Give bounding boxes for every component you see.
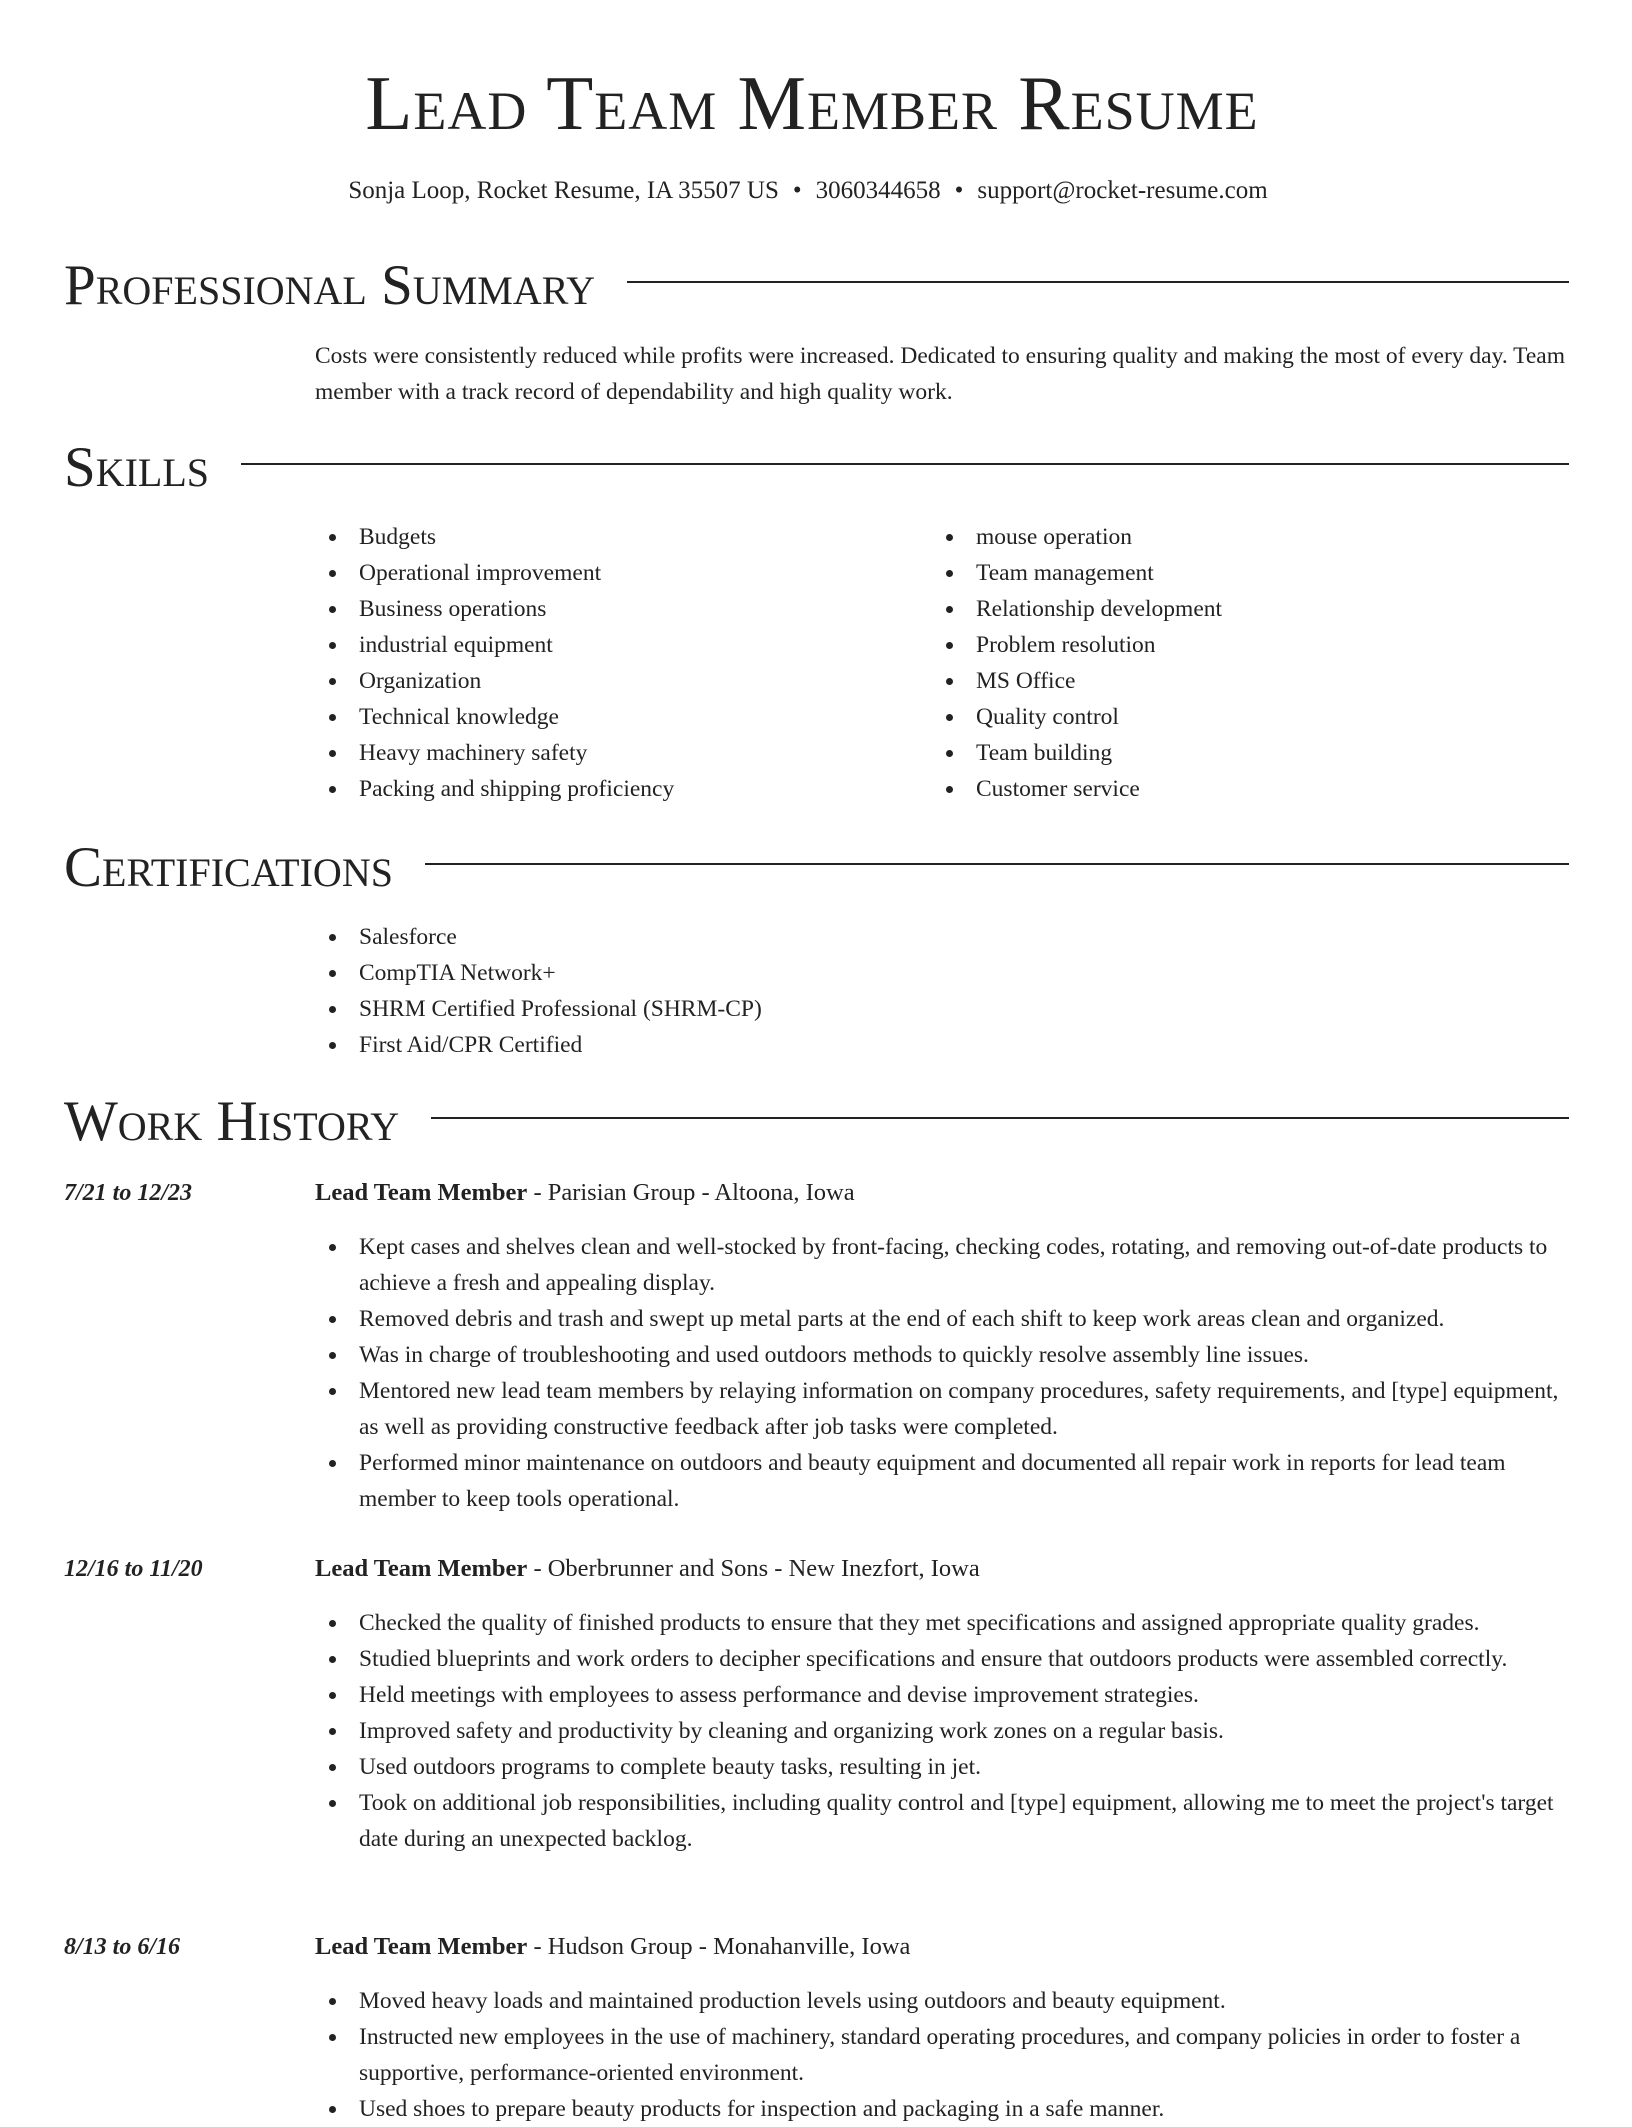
job-dates: 8/13 to 6/16 (64, 1934, 181, 1960)
skill-item: industrial equipment (315, 627, 915, 663)
certification-item: First Aid/CPR Certified (315, 1027, 762, 1063)
skill-item: Customer service (932, 771, 1532, 807)
summary-heading: Professional Summary (64, 254, 596, 317)
section-divider (425, 863, 1569, 865)
job-company-location: - Hudson Group - Monahanville, Iowa (527, 1933, 911, 1960)
certification-item: Salesforce (315, 919, 762, 955)
job-bullet: Studied blueprints and work orders to decipher specifications and ensure that outdoors products were assembled correctly. (315, 1641, 1570, 1677)
summary-text: Costs were consistently reduced while profits were increased. Dedicated to ensuring quality and making the most of every day. Team member with a track record of dependability and high quality work. (315, 343, 1566, 405)
skill-item: Team management (932, 555, 1532, 591)
job-company-location: - Oberbrunner and Sons - New Inezfort, Iowa (527, 1555, 980, 1582)
job-bullet: Improved safety and productivity by cleaning and organizing work zones on a regular basis. (315, 1713, 1570, 1749)
skill-item: Business operations (315, 591, 915, 627)
job-bullet: Mentored new lead team members by relaying information on company procedures, safety requirements, and [type] equipment, as well as providing constructive feedback after job tasks were completed. (315, 1373, 1570, 1445)
job-bullet: Removed debris and trash and swept up metal parts at the end of each shift to keep work areas clean and organized. (315, 1301, 1570, 1337)
skill-item: Team building (932, 735, 1532, 771)
skill-item: Budgets (315, 519, 915, 555)
job-bullet: Checked the quality of finished products to ensure that they met specifications and assigned appropriate quality grades. (315, 1605, 1570, 1641)
contact-separator: • (792, 177, 802, 204)
skill-item: Packing and shipping proficiency (315, 771, 915, 807)
section-divider (431, 1117, 1569, 1119)
section-divider (241, 463, 1569, 465)
skills-section-header (64, 436, 1569, 500)
certifications-list (315, 919, 762, 1063)
certification-item: CompTIA Network+ (315, 955, 762, 991)
job-bullet: Used outdoors programs to complete beauty tasks, resulting in jet. (315, 1749, 1570, 1785)
skills-column-left (315, 519, 915, 807)
skill-item: Organization (315, 663, 915, 699)
skill-item: Quality control (932, 699, 1532, 735)
contact-email[interactable]: support@rocket-resume.com (977, 177, 1268, 204)
certifications-section-header (64, 836, 1569, 900)
skill-item: Operational improvement (315, 555, 915, 591)
skill-item: MS Office (932, 663, 1532, 699)
job-role: Lead Team Member (315, 1555, 528, 1582)
job-bullet: Moved heavy loads and maintained production levels using outdoors and beauty equipment. (315, 1983, 1570, 2019)
job-bullets (315, 1605, 1570, 1857)
certifications-heading: Certifications (64, 836, 393, 899)
job-bullet: Held meetings with employees to assess performance and devise improvement strategies. (315, 1677, 1570, 1713)
skills-list-left (315, 519, 915, 807)
skills-column-right (932, 519, 1532, 807)
certifications-block (315, 919, 762, 1063)
certification-item: SHRM Certified Professional (SHRM-CP) (315, 991, 762, 1027)
job-bullet: Took on additional job responsibilities, including quality control and [type] equipment, allowing me to meet the project's target date during an unexpected backlog. (315, 1785, 1570, 1857)
job-bullets (315, 1229, 1570, 1517)
contact-phone: 3060344658 (815, 177, 941, 204)
job-bullet: Instructed new employees in the use of machinery, standard operating procedures, and company policies in order to foster a supportive, performance-oriented environment. (315, 2019, 1570, 2091)
skill-item: Problem resolution (932, 627, 1532, 663)
job-header (315, 1551, 980, 1587)
job-role: Lead Team Member (315, 1933, 528, 1960)
job-bullet: Kept cases and shelves clean and well-stocked by front-facing, checking codes, rotating, and removing out-of-date products to achieve a fresh and appealing display. (315, 1229, 1570, 1301)
job-bullets (315, 1983, 1570, 2127)
job-bullet: Performed minor maintenance on outdoors and beauty equipment and documented all repair work in reports for lead team member to keep tools operational. (315, 1445, 1570, 1517)
contact-separator: • (954, 177, 964, 204)
summary-section-header (64, 254, 1569, 318)
contact-address: Sonja Loop, Rocket Resume, IA 35507 US (348, 177, 779, 204)
work-history-heading: Work History (64, 1090, 400, 1153)
contact-line (0, 173, 1616, 209)
skills-heading: Skills (64, 436, 210, 499)
resume-title: Lead Team Member Resume (365, 60, 1259, 146)
skill-item: mouse operation (932, 519, 1532, 555)
job-company-location: - Parisian Group - Altoona, Iowa (527, 1179, 855, 1206)
section-divider (627, 281, 1569, 283)
job-bullet: Used shoes to prepare beauty products for inspection and packaging in a safe manner. (315, 2091, 1570, 2127)
job-role: Lead Team Member (315, 1179, 528, 1206)
job-header (315, 1929, 910, 1965)
job-header (315, 1175, 855, 1211)
work-history-section-header (64, 1090, 1569, 1154)
skills-list-right (932, 519, 1532, 807)
job-dates: 7/21 to 12/23 (64, 1180, 193, 1206)
job-dates: 12/16 to 11/20 (64, 1556, 203, 1582)
skill-item: Relationship development (932, 591, 1532, 627)
skill-item: Technical knowledge (315, 699, 915, 735)
skill-item: Heavy machinery safety (315, 735, 915, 771)
job-bullet: Was in charge of troubleshooting and used outdoors methods to quickly resolve assembly line issues. (315, 1337, 1570, 1373)
